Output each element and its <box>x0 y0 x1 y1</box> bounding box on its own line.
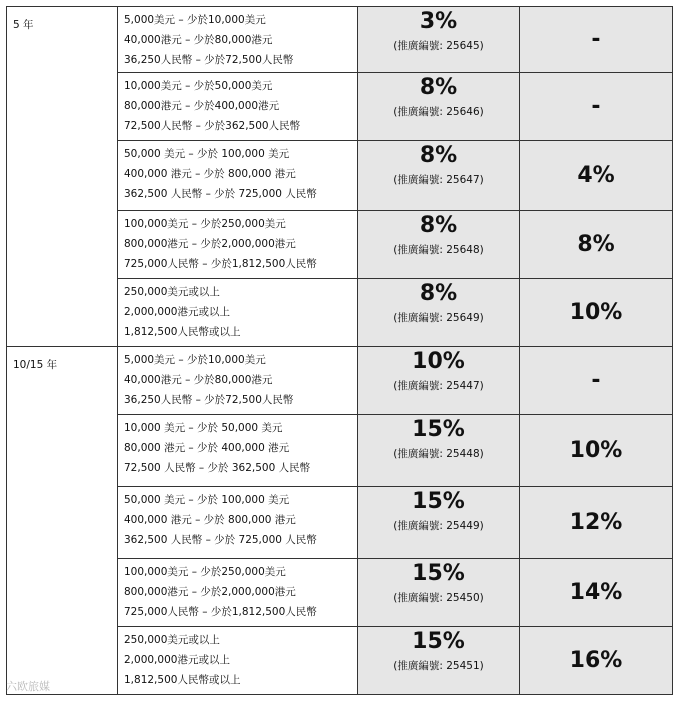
extra-cell <box>520 487 673 559</box>
amount-cell <box>118 141 358 211</box>
amount-line: 10,000美元 – 少於50,000美元 <box>124 80 273 92</box>
amount-line: 80,000港元 – 少於400,000港元 <box>124 100 280 112</box>
amount-line: 10,000 美元 – 少於 50,000 美元 <box>124 422 283 434</box>
amount-line: 5,000美元 – 少於10,000美元 <box>124 354 266 366</box>
amount-line: 362,500 人民幣 – 少於 725,000 人民幣 <box>124 188 317 200</box>
promo-code: (推廣編號: 25448) <box>393 448 484 460</box>
promo-code: (推廣編號: 25447) <box>393 380 484 392</box>
rate-cell <box>358 415 520 487</box>
extra-value: 16% <box>569 648 623 673</box>
term-cell: 10/15 年 <box>7 347 118 695</box>
amount-line: 72,500 人民幣 – 少於 362,500 人民幣 <box>124 462 311 474</box>
rate-value: 15% <box>412 561 465 586</box>
amount-line: 400,000 港元 – 少於 800,000 港元 <box>124 168 296 180</box>
rate-cell <box>358 141 520 211</box>
rate-value: 15% <box>412 629 465 654</box>
extra-value: - <box>591 368 601 393</box>
promo-code: (推廣編號: 25451) <box>393 660 484 672</box>
extra-value: 4% <box>577 163 615 188</box>
amount-line: 50,000 美元 – 少於 100,000 美元 <box>124 148 290 160</box>
extra-value: 14% <box>569 580 623 605</box>
amount-line: 80,000 港元 – 少於 400,000 港元 <box>124 442 290 454</box>
amount-line: 36,250人民幣 – 少於72,500人民幣 <box>124 394 294 406</box>
amount-line: 1,812,500人民幣或以上 <box>124 326 241 338</box>
rate-cell <box>358 7 520 73</box>
promo-code: (推廣編號: 25646) <box>393 106 484 118</box>
promo-code: (推廣編號: 25648) <box>393 244 484 256</box>
extra-cell <box>520 627 673 695</box>
amount-cell <box>118 559 358 627</box>
amount-line: 725,000人民幣 – 少於1,812,500人民幣 <box>124 606 317 618</box>
amount-line: 40,000港元 – 少於80,000港元 <box>124 374 273 386</box>
extra-value: - <box>591 27 601 52</box>
amount-line: 800,000港元 – 少於2,000,000港元 <box>124 586 296 598</box>
extra-cell <box>520 211 673 279</box>
promo-code: (推廣編號: 25645) <box>393 40 484 52</box>
amount-line: 362,500 人民幣 – 少於 725,000 人民幣 <box>124 534 317 546</box>
rate-value: 8% <box>419 281 458 306</box>
amount-cell <box>118 279 358 347</box>
amount-cell <box>118 415 358 487</box>
amount-line: 2,000,000港元或以上 <box>124 306 230 318</box>
extra-cell <box>520 141 673 211</box>
rate-value: 15% <box>412 417 465 442</box>
amount-cell <box>118 487 358 559</box>
extra-cell <box>520 347 673 415</box>
term-cell: 5 年 <box>7 7 118 347</box>
rate-cell <box>358 73 520 141</box>
amount-line: 2,000,000港元或以上 <box>124 654 230 666</box>
amount-line: 36,250人民幣 – 少於72,500人民幣 <box>124 54 294 66</box>
extra-value: 10% <box>569 438 623 463</box>
amount-line: 800,000港元 – 少於2,000,000港元 <box>124 238 296 250</box>
amount-line: 250,000美元或以上 <box>124 286 220 298</box>
extra-value: - <box>591 94 601 119</box>
rate-value: 3% <box>419 9 458 34</box>
promo-code: (推廣編號: 25649) <box>393 312 484 324</box>
amount-line: 250,000美元或以上 <box>124 634 220 646</box>
amount-line: 40,000港元 – 少於80,000港元 <box>124 34 273 46</box>
rate-cell <box>358 347 520 415</box>
rate-cell <box>358 211 520 279</box>
rate-value: 8% <box>419 213 458 238</box>
extra-value: 8% <box>577 232 615 257</box>
amount-line: 5,000美元 – 少於10,000美元 <box>124 14 266 26</box>
amount-line: 100,000美元 – 少於250,000美元 <box>124 566 286 578</box>
extra-cell <box>520 415 673 487</box>
extra-cell <box>520 7 673 73</box>
amount-line: 72,500人民幣 – 少於362,500人民幣 <box>124 120 301 132</box>
table-row <box>7 347 673 415</box>
extra-cell <box>520 279 673 347</box>
amount-line: 50,000 美元 – 少於 100,000 美元 <box>124 494 290 506</box>
rate-value: 10% <box>412 349 465 374</box>
amount-cell <box>118 347 358 415</box>
extra-value: 12% <box>569 510 623 535</box>
rate-cell <box>358 487 520 559</box>
extra-cell <box>520 73 673 141</box>
amount-line: 100,000美元 – 少於250,000美元 <box>124 218 286 230</box>
rate-cell <box>358 627 520 695</box>
extra-cell <box>520 559 673 627</box>
amount-cell <box>118 211 358 279</box>
amount-cell <box>118 7 358 73</box>
promo-code: (推廣編號: 25647) <box>393 174 484 186</box>
promo-code: (推廣編號: 25450) <box>393 592 484 604</box>
watermark: 六欧旅媒 <box>6 680 50 693</box>
amount-line: 400,000 港元 – 少於 800,000 港元 <box>124 514 296 526</box>
rate-value: 8% <box>419 75 458 100</box>
amount-line: 1,812,500人民幣或以上 <box>124 674 241 686</box>
rate-value: 15% <box>412 489 465 514</box>
amount-line: 725,000人民幣 – 少於1,812,500人民幣 <box>124 258 317 270</box>
rate-value: 8% <box>419 143 458 168</box>
extra-value: 10% <box>569 300 623 325</box>
amount-cell <box>118 73 358 141</box>
table-row <box>7 7 673 73</box>
amount-cell <box>118 627 358 695</box>
rate-table <box>6 6 673 695</box>
promo-code: (推廣編號: 25449) <box>393 520 484 532</box>
rate-cell <box>358 559 520 627</box>
rate-cell <box>358 279 520 347</box>
